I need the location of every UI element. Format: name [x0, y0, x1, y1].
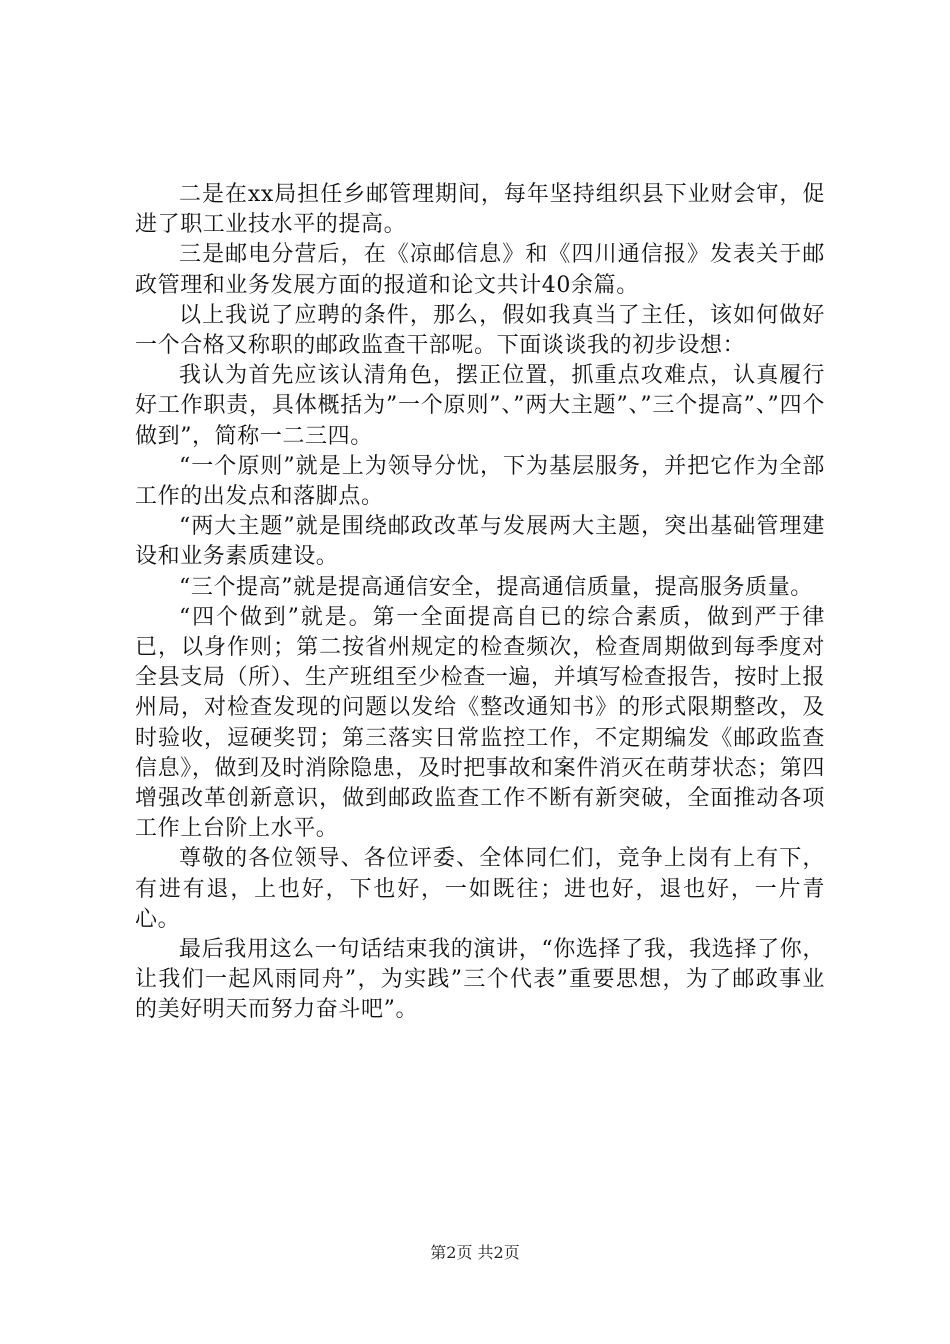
paragraph-9: 尊敬的各位领导、各位评委、全体同仁们，竞争上岗有上有下，有进有退，上也好，下也好，一如既往；进也好，退也好，一片青心。 — [135, 846, 825, 932]
paragraph-1: 二是在xx局担任乡邮管理期间，每年坚持组织县下业财会审，促进了职工业技水平的提高。 — [135, 182, 825, 238]
paragraph-2: 三是邮电分营后，在《凉邮信息》和《四川通信报》发表关于邮政管理和业务发展方面的报道和论文共计40余篇。 — [135, 242, 825, 298]
paragraph-6: “两大主题”就是围绕邮政改革与发展两大主题，突出基础管理建设和业务素质建设。 — [135, 514, 825, 570]
document-body — [135, 180, 825, 1026]
paragraph-5: “一个原则”就是上为领导分忧，下为基层服务，并把它作为全部工作的出发点和落脚点。 — [135, 453, 825, 510]
paragraph-3: 以上我说了应聘的条件，那么，假如我真当了主任，该如何做好一个合格又称职的邮政监查干部呢。下面谈谈我的初步设想： — [135, 302, 825, 359]
paragraph-8: “四个做到”就是。第一全面提高自已的综合素质，做到严于律已，以身作则；第二按省州规定的检查频次，检查周期做到每季度对全县支局（所）、生产班组至少检查一遍，并填写检查报告，按时上报州局，对检查发现的问题以发给《整改通知书》的形式限期整改，及时验收，逗硬奖罚；第三落实日常监控工作，不定期编发《邮政监查信息》，做到及时消除隐患，及时把事故和案件消灭在萌芽状态；第四增强改革创新意识，做到邮政监查工作不断有新突破，全面推动各项工作上台阶上水平。 — [135, 604, 825, 842]
paragraph-7: “三个提高”就是提高通信安全，提高通信质量，提高服务质量。 — [179, 574, 813, 600]
paragraph-10: 最后我用这么一句话结束我的演讲，“你选择了我，我选择了你，让我们一起风雨同舟”，为实践”三个代表”重要思想，为了邮政事业的美好明天而努力奋斗吧”。 — [135, 937, 825, 1023]
paragraph-4: 我认为首先应该认清角色，摆正位置，抓重点攻难点，认真履行好工作职责，具体概括为”一个原则”、”两大主题”、”三个提高”、”四个做到”，简称一二三四。 — [135, 363, 825, 449]
page-footer: 第2页 共2页 — [430, 1243, 520, 1262]
